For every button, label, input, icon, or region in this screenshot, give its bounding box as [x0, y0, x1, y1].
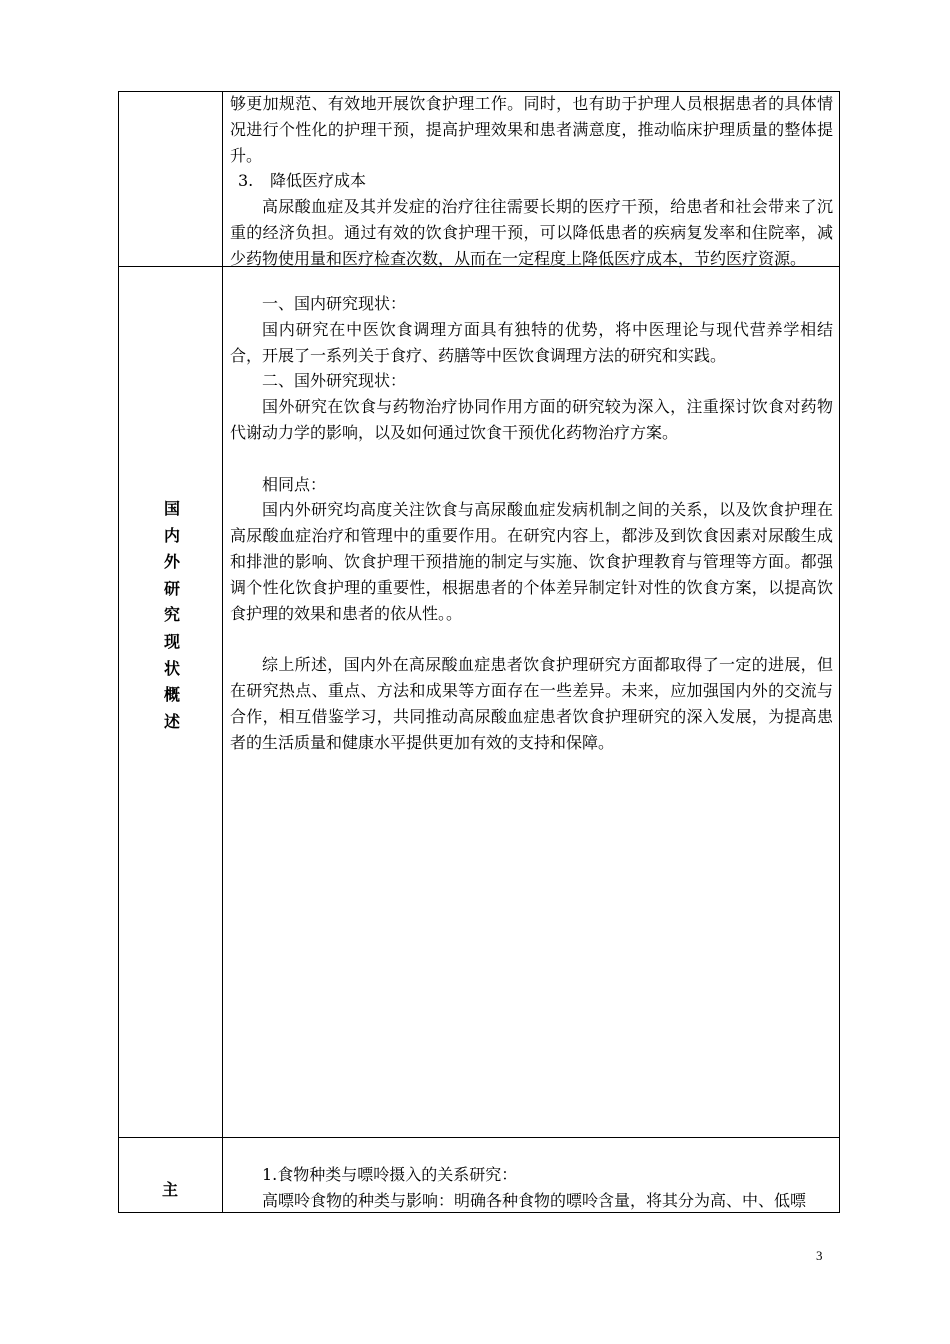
item3-body: 高尿酸血症及其并发症的治疗往往需要长期的医疗干预，给患者和社会带来了沉重的经济负担。通过有效的饮食护理干预，可以降低患者的疾病复发率和住院率，减少药物使用量和医疗检查次数，从而在一定程度上降低医疗成本，节约医疗资源。: [230, 197, 833, 268]
row-divider-2: [118, 1137, 840, 1138]
page-number: 3: [816, 1248, 823, 1263]
spacer: [230, 446, 833, 472]
item3-title: 降低医疗成本: [270, 171, 367, 191]
column-divider: [222, 91, 223, 1213]
row2-content: [230, 291, 833, 755]
row3-item-heading: 1.食物种类与嘌呤摄入的关系研究：: [262, 1165, 518, 1184]
label-char: 内: [163, 525, 180, 545]
foreign-body: 国外研究在饮食与药物治疗协同作用方面的研究较为深入，注重探讨饮食对药物代谢动力学的影响，以及如何通过饮食干预优化药物治疗方案。: [230, 397, 833, 442]
spacer: [230, 626, 833, 652]
row1-paragraph: 够更加规范、有效地开展饮食护理工作。同时，也有助于护理人员根据患者的具体情况进行个性化的护理干预，提高护理效果和患者满意度，推动临床护理质量的整体提升。: [230, 94, 833, 165]
table-right-border: [839, 91, 840, 1213]
same-heading: 相同点：: [262, 474, 327, 494]
same-body: 国内外研究均高度关注饮食与高尿酸血症发病机制之间的关系，以及饮食护理在高尿酸血症治疗和管理中的重要作用。在研究内容上，都涉及到饮食因素对尿酸生成和排泄的影响、饮食护理干预措施的制定与实施、饮食护理教育与管理等方面。都强调个性化饮食护理的重要性，根据患者的个体差异制定针对性的饮食方案，以提高饮食护理的效果和患者的依从性。。: [230, 500, 833, 623]
label-char: 状: [163, 658, 180, 678]
foreign-heading: 二、国外研究现状：: [262, 371, 407, 391]
domestic-heading: 一、国内研究现状：: [262, 294, 407, 313]
main-section-label: 主: [162, 1180, 179, 1199]
label-char: 研: [163, 578, 180, 598]
summary-body: 综上所述，国内外在高尿酸血症患者饮食护理研究方面都取得了一定的进展，但在研究热点、重点、方法和成果等方面存在一些差异。未来，应加强国内外的交流与合作，相互借鉴学习，共同推动高尿酸血症患者饮食护理研究的深入发展，为提高患者的生活质量和健康水平提供更加有效的支持和保障。: [230, 655, 833, 752]
item3-number: 3.: [238, 171, 254, 191]
row3-item-body: 高嘌呤食物的种类与影响：明确各种食物的嘌呤含量，将其分为高、中、低嘌: [262, 1190, 807, 1210]
label-char: 国: [163, 499, 180, 518]
item3-title-line: [230, 168, 833, 194]
row3-content: [230, 1162, 833, 1214]
label-char: 概: [163, 685, 180, 705]
domestic-body: 国内研究在中医饮食调理方面具有独特的优势，将中医理论与现代营养学相结合，开展了一系列关于食疗、药膳等中医饮食调理方法的研究和实践。: [230, 319, 833, 365]
label-char: 外: [163, 552, 180, 572]
label-char: 述: [163, 711, 180, 731]
label-char: 现: [163, 631, 180, 651]
row1-content: [230, 91, 833, 272]
overview-section-label: [160, 496, 184, 735]
label-char: 究: [163, 605, 180, 625]
table-left-border: [118, 91, 119, 1213]
